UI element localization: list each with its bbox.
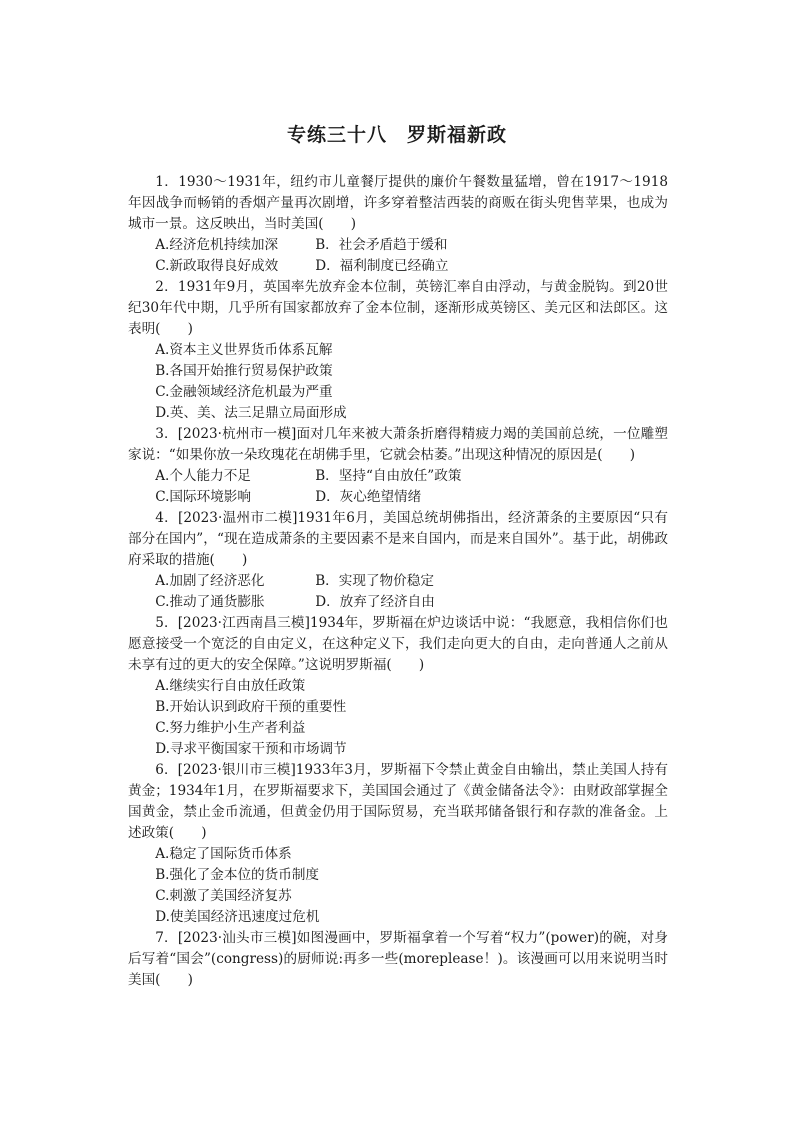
question-4-stem: 4．[2023·温州市二模]1931年6月，美国总统胡佛指出，经济萧条的主要原因“只有部分在国内”，“现在造成萧条的主要因素不是来自国内，而是来自国外”。基于此，胡佛政府采取的措施( ) [128, 510, 668, 568]
question-3-options-row-1 [128, 466, 668, 487]
option-a: A.个人能力不足 [155, 468, 251, 484]
option-d: D．放弃了经济自由 [315, 594, 435, 610]
question-1-options-row-2 [128, 256, 668, 277]
question-2-stem: 2．1931年9月，英国率先放弃金本位制，英镑汇率自由浮动，与黄金脱钩。到20世纪30年代中期，几乎所有国家都放弃了金本位制，逐渐形成英镑区、美元区和法郎区。这表明( ) [128, 279, 668, 337]
option-b: B．坚持“自由放任”政策 [315, 468, 462, 484]
question-3-stem: 3．[2023·杭州市一模]面对几年来被大萧条折磨得精疲力竭的美国前总统，一位雕塑家说：“如果你放一朵玫瑰花在胡佛手里，它就会枯萎。”出现这种情况的原因是( ) [128, 426, 668, 463]
option-a: A.资本主义世界货币体系瓦解 [155, 342, 333, 358]
option-c: C.刺激了美国经济复苏 [155, 888, 292, 904]
question-1-options-row-1 [128, 235, 668, 256]
option-a: A.经济危机持续加深 [155, 237, 279, 253]
option-a: A.稳定了国际货币体系 [155, 846, 292, 862]
option-c: C.金融领域经济危机最为严重 [155, 384, 333, 400]
option-a: A.继续实行自由放任政策 [155, 678, 306, 694]
question-1-stem: 1．1930～1931年，纽约市儿童餐厅提供的廉价午餐数量猛增，曾在1917～1918年因战争而畅销的香烟产量再次剧增，许多穿着整洁西装的商贩在街头兜售苹果，也成为城市一景。这反映出，当时美国( ) [128, 174, 668, 232]
option-d: D.使美国经济迅速度过危机 [155, 909, 320, 925]
question-5-stem: 5．[2023·江西南昌三模]1934年，罗斯福在炉边谈话中说：“我愿意，我相信你们也愿意接受一个宽泛的自由定义，在这种定义下，我们走向更大的自由，走向普通人之前从未享有过的更大的安全保障。”这说明罗斯福( ) [128, 615, 668, 673]
option-b: B.各国开始推行贸易保护政策 [155, 363, 333, 379]
question-4-options-row-1 [128, 571, 668, 592]
option-d: D.英、美、法三足鼎立局面形成 [155, 405, 347, 421]
option-b: B.强化了金本位的货币制度 [155, 867, 320, 883]
option-b: B．社会矛盾趋于缓和 [315, 237, 448, 253]
question-4-options-row-2 [128, 592, 668, 613]
option-d: D.寻求平衡国家干预和市场调节 [155, 741, 347, 757]
option-a: A.加剧了经济恶化 [155, 573, 265, 589]
option-c: C.努力维护小生产者利益 [155, 720, 306, 736]
option-d: D．福利制度已经确立 [315, 258, 449, 274]
question-7-stem: 7．[2023·汕头市三模]如图漫画中，罗斯福拿着一个写着“权力”(power)的碗，对身后写着“国会”(congress)的厨师说:再多一些(moreplease！)。该漫画可以用来说明当时美国( ) [128, 930, 668, 988]
option-c: C.新政取得良好成效 [155, 258, 279, 274]
question-6-stem: 6．[2023·银川市三模]1933年3月，罗斯福下令禁止黄金自由输出，禁止美国人持有黄金；1934年1月，在罗斯福要求下，美国国会通过了《黄金储备法令》：由财政部掌握全国黄金，禁止金币流通，但黄金仍用于国际贸易，充当联邦储备银行和存款的准备金。上述政策( ) [128, 762, 668, 841]
option-d: D．灰心绝望情绪 [315, 489, 422, 505]
page-title: 专练三十八 罗斯福新政 [286, 124, 507, 146]
option-b: B．实现了物价稳定 [315, 573, 434, 589]
question-3-options-row-2 [128, 487, 668, 508]
option-b: B.开始认识到政府干预的重要性 [155, 699, 347, 715]
option-c: C.推动了通货膨胀 [155, 594, 265, 610]
question-list [128, 172, 668, 991]
option-c: C.国际环境影响 [155, 489, 251, 505]
